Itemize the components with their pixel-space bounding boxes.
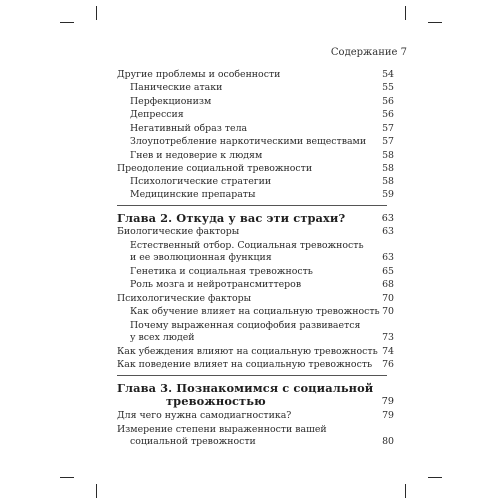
toc-page: 55 <box>382 82 394 93</box>
toc-page: 57 <box>382 123 394 134</box>
toc-entry: Как поведение влияет на социальную тревожность <box>117 359 373 370</box>
toc-entry: Психологические стратегии <box>130 176 272 187</box>
toc-entry: Биологические факторы <box>117 226 240 237</box>
toc-page: 58 <box>382 163 394 174</box>
toc-entry: социальной тревожности <box>130 436 256 447</box>
toc-page: 74 <box>382 346 394 357</box>
toc-entry: у всех людей <box>130 332 195 343</box>
toc-page: 76 <box>382 359 394 370</box>
toc-entry: Генетика и социальная тревожность <box>130 266 313 277</box>
toc-page: 58 <box>382 176 394 187</box>
chapter-2-title: Глава 2. Откуда у вас эти страхи? <box>117 211 346 225</box>
toc-entry: Перфекционизм <box>130 96 212 107</box>
toc-page: 79 <box>382 410 394 421</box>
toc-entry: и ее эволюционная функция <box>130 252 272 263</box>
toc-entry: Как обучение влияет на социальную тревожность <box>130 306 380 317</box>
toc-page: 68 <box>382 279 394 290</box>
toc-entry: Роль мозга и нейротрансмиттеров <box>130 279 302 290</box>
toc-entry: Почему выраженная социофобия развивается <box>130 320 361 331</box>
running-header: Содержание 7 <box>330 47 407 58</box>
toc-entry: Депрессия <box>130 109 184 120</box>
chapter-3-title-line2: тревожностью <box>166 394 266 408</box>
toc-page: 58 <box>382 150 394 161</box>
chapter-2-page: 63 <box>381 213 394 224</box>
toc-page: 56 <box>382 109 394 120</box>
toc-page: 70 <box>382 306 394 317</box>
toc-page: 54 <box>382 69 394 80</box>
toc-page: 59 <box>382 189 394 200</box>
chapter-3-page: 79 <box>381 396 394 407</box>
toc-page: 63 <box>382 226 394 237</box>
toc-page: 80 <box>382 436 394 447</box>
toc-entry: Измерение степени выраженности вашей <box>117 424 327 435</box>
toc-page: 57 <box>382 136 394 147</box>
chapter-divider <box>117 375 387 376</box>
toc-page: 56 <box>382 96 394 107</box>
toc-entry: Злоупотребление наркотическими веществами <box>130 136 367 147</box>
toc-page: 63 <box>382 252 394 263</box>
toc-entry: Преодоление социальной тревожности <box>117 163 313 174</box>
toc-page: 73 <box>382 332 394 343</box>
chapter-divider <box>117 205 387 206</box>
toc-entry: Другие проблемы и особенности <box>117 69 281 80</box>
toc-page: 65 <box>382 266 394 277</box>
toc-entry: Как убеждения влияют на социальную тревожность <box>117 346 378 357</box>
toc-entry: Естественный отбор. Социальная тревожность <box>130 240 364 251</box>
chapter-3-title-line1: Глава 3. Познакомимся с социальной <box>117 381 374 395</box>
toc-entry: Для чего нужна самодиагностика? <box>117 410 292 421</box>
toc-page: 70 <box>382 293 394 304</box>
toc-entry: Медицинские препараты <box>130 189 256 200</box>
toc-entry: Психологические факторы <box>117 293 252 304</box>
toc-entry: Панические атаки <box>130 82 223 93</box>
toc-entry: Негативный образ тела <box>130 123 248 134</box>
toc-entry: Гнев и недоверие к людям <box>130 150 263 161</box>
